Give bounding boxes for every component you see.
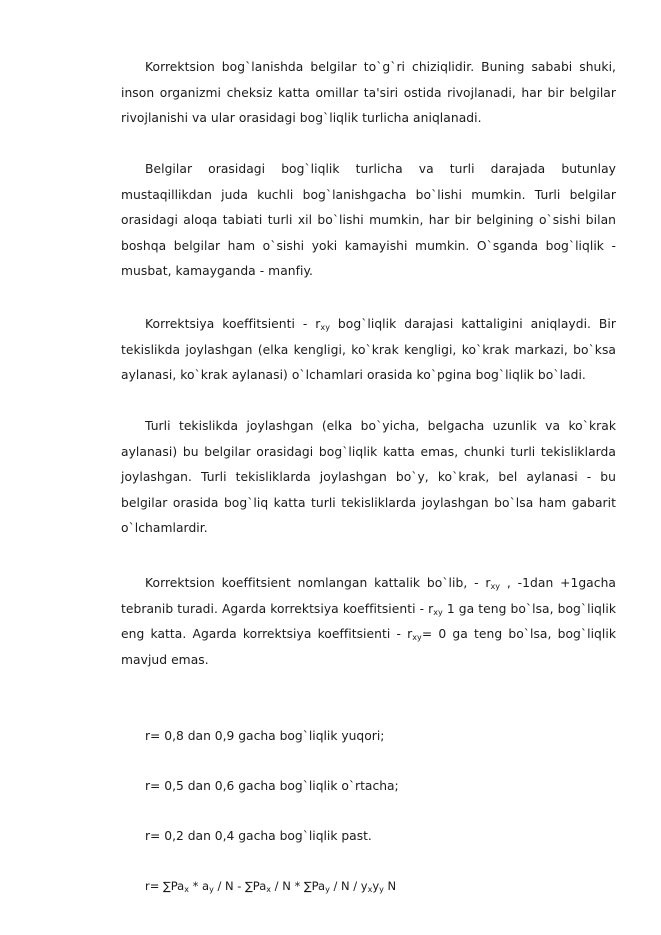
formula-subscript: y — [325, 885, 330, 894]
formula-subscript: x — [184, 885, 189, 894]
formula-part: * a — [188, 879, 210, 893]
formula-part: / N - ∑Pa — [213, 879, 267, 893]
formula-part: / N * ∑Pa — [271, 879, 326, 893]
paragraph-3-text-b: bog`liqlik darajasi kattaligini aniqlaydi. Bir tekislikda joylashgan (elka kengligi, ko`krak kengligi, ko`krak markazi, bo`ksa aylanasi, ko`krak aylanasi) o`lchamlari orasida ko`pgina bog`liqlik bo`ladi. — [121, 317, 616, 382]
paragraph-3 — [121, 312, 616, 389]
formula-subscript: y — [379, 885, 384, 894]
paragraph-1-text: Korrektsion bog`lanishda belgilar to`g`ri chiziqlidir. Buning sababi shuki, inson organizmi cheksiz katta omillar ta'siri ostida rivojlanadi, har bir belgilar rivojlanishi va ular orasidagi bog`liqlik turlicha aniqlanadi. — [121, 60, 616, 125]
paragraph-5-text-c: 1 ga teng bo`lsa, bog`liqlik eng katta. Agarda korrektsiya koeffitsienti - r — [121, 601, 616, 641]
subscript-xy: xy — [320, 323, 330, 332]
correlation-formula — [145, 876, 396, 896]
formula-part: r= ∑Pa — [145, 879, 185, 893]
formula-part: y — [372, 879, 380, 893]
range-line-low: r= 0,2 dan 0,4 gacha bog`liqlik past. — [145, 829, 372, 843]
subscript-xy: xy — [433, 607, 443, 617]
paragraph-2 — [121, 157, 616, 285]
formula-part: N — [383, 879, 397, 893]
paragraph-1 — [121, 55, 616, 132]
paragraph-5-text-b: , -1dan +1gacha tebranib turadi. Agarda korrektsiya koeffitsienti - r — [121, 576, 616, 616]
formula-part: / N / y — [329, 879, 368, 893]
formula-subscript: y — [209, 885, 214, 894]
paragraph-4 — [121, 414, 616, 542]
formula-subscript: x — [266, 885, 272, 894]
paragraph-3-text-a: Korrektsiya koeffitsienti - r — [145, 317, 321, 331]
range-line-high: r= 0,8 dan 0,9 gacha bog`liqlik yuqori; — [145, 729, 385, 743]
formula-subscript: x — [367, 885, 373, 894]
subscript-xy: xy — [412, 633, 422, 642]
paragraph-5 — [121, 571, 616, 673]
paragraph-4-text: Turli tekislikda joylashgan (elka bo`yicha, belgacha uzunlik va ko`krak aylanasi) bu belgilar orasidagi bog`liqlik katta emas, chunki turli tekisliklarda joylashgan. Turli tekisliklarda joylashgan bo`y, ko`krak, bel aylanasi - bu belgilar orasida bog`liq katta turli tekisliklarda joylashgan bo`lsa ham gabarit o`lchamlardir. — [121, 419, 616, 535]
paragraph-5-text-d: = 0 ga teng bo`lsa, bog`liqlik mavjud emas. — [121, 627, 616, 667]
range-line-medium: r= 0,5 dan 0,6 gacha bog`liqlik o`rtacha; — [145, 779, 399, 793]
paragraph-2-text: Belgilar orasidagi bog`liqlik turlicha va turli darajada butunlay mustaqillikdan juda kuchli bog`lanishgacha bo`lishi mumkin. Turli belgilar orasidagi aloqa tabiati turli xil bo`lishi mumkin, har bir belgining o`sishi bilan boshqa belgilar ham o`sishi yoki kamayishi mumkin. O`sganda bog`liqlik - musbat, kamayganda - manfiy. — [121, 162, 616, 278]
subscript-xy: xy — [490, 582, 501, 591]
paragraph-5-text-a: Korrektsion koeffitsient nomlangan kattalik bo`lib, - r — [145, 576, 491, 590]
